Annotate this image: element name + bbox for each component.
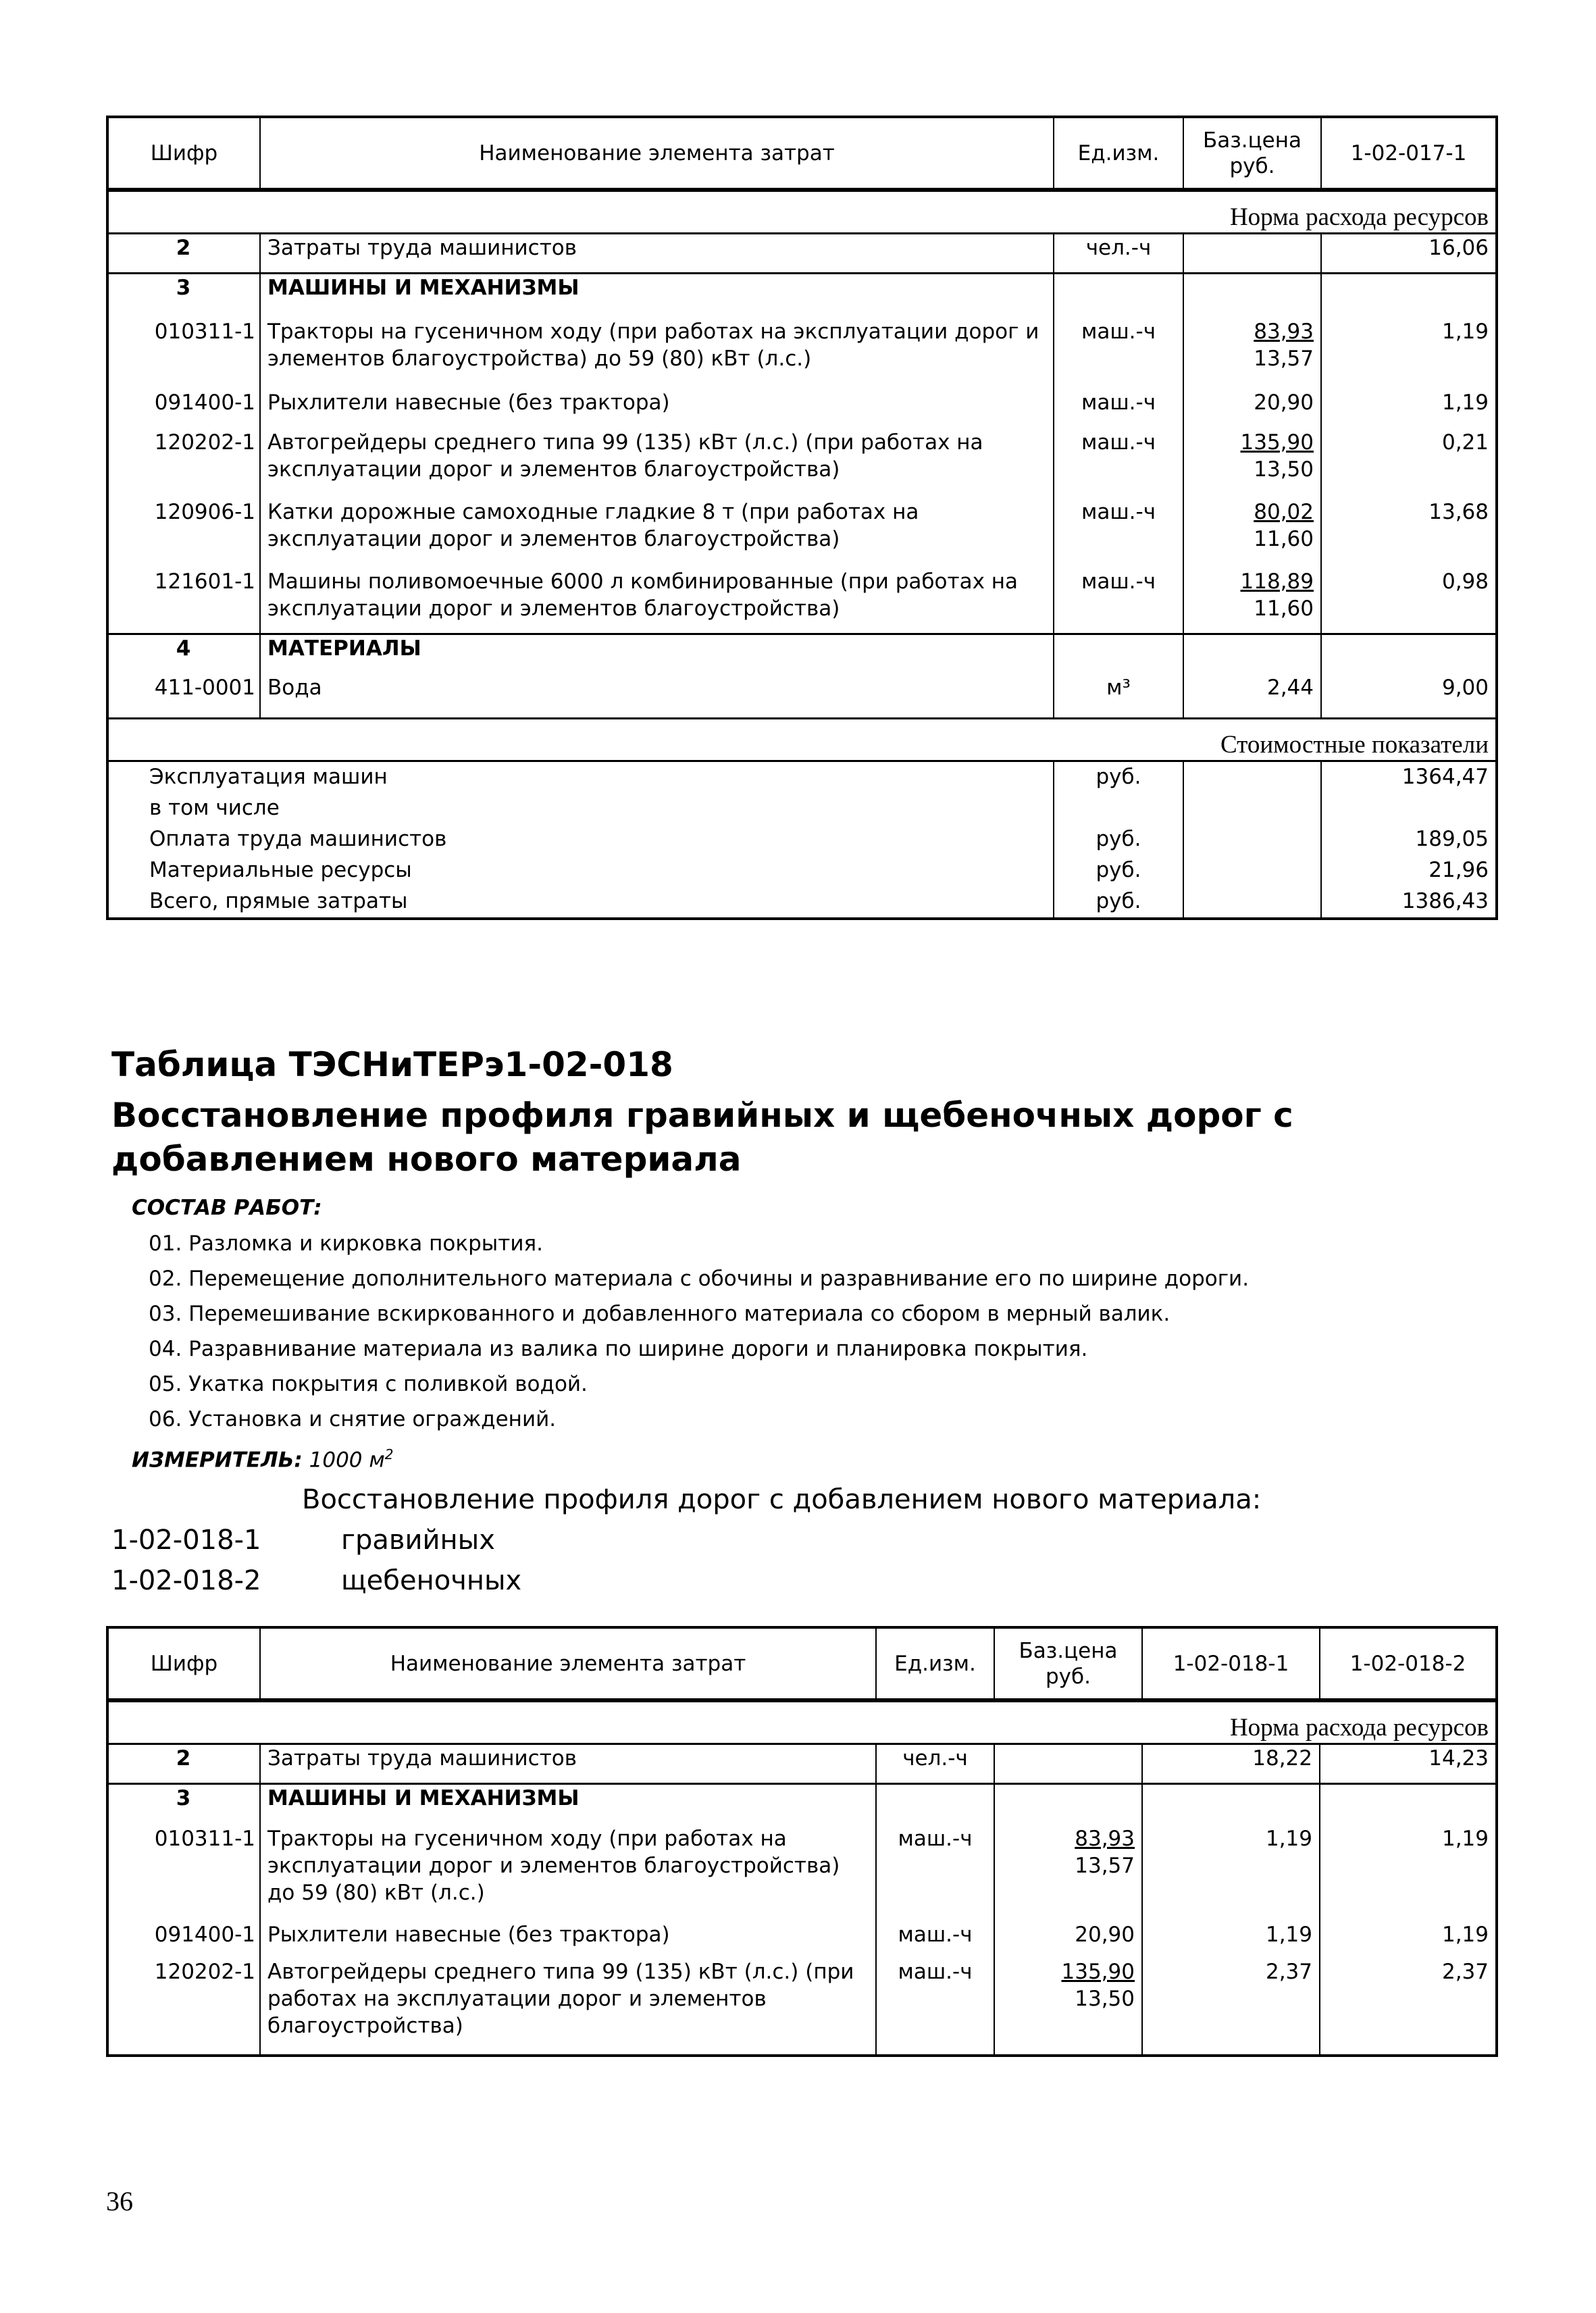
row-unit (1054, 274, 1183, 318)
table-row (107, 429, 1497, 499)
table-row (107, 1921, 1497, 1958)
cost-row-empty (1183, 886, 1321, 919)
row-price (1183, 499, 1321, 568)
row-name: Автогрейдеры среднего типа 99 (135) кВт (л.с.) (при работах на эксплуатации дорог и элементов благоустройства) (260, 429, 1054, 499)
header-norm-column: 1-02-017-1 (1321, 117, 1497, 190)
cost-row-value: 1364,47 (1401, 765, 1489, 789)
meter-label: ИЗМЕРИТЕЛЬ: (132, 1448, 303, 1473)
row-price (1183, 429, 1321, 499)
cost-row (107, 793, 1497, 824)
row-unit: маш.-ч (876, 1921, 994, 1958)
row-norm-value: 16,06 (1321, 234, 1497, 274)
table-row (107, 318, 1497, 389)
work-item: 03. Перемешивание вскиркованного и добавленного материала со сбором в мерный валик. (149, 1302, 1170, 1326)
cost-row-empty (1183, 824, 1321, 855)
price-labor-part: 11,60 (1254, 526, 1314, 551)
section-title-line-1: Восстановление профиля гравийных и щебеночных дорог с (111, 1096, 1293, 1135)
row-code: 3 (107, 1784, 260, 1825)
row-unit: маш.-ч (1054, 318, 1183, 389)
row-code: 120202-1 (107, 429, 260, 499)
price-value: 83,93 (1075, 1826, 1135, 1851)
row-price (1183, 568, 1321, 634)
row-unit: маш.-ч (1054, 429, 1183, 499)
row-code: 010311-1 (107, 318, 260, 389)
cost-row-empty (1183, 761, 1321, 794)
row-name: МАТЕРИАЛЫ (260, 634, 1054, 674)
cost-row-label: Всего, прямые затраты (149, 889, 408, 913)
norm-label: Норма расхода ресурсов (107, 190, 1497, 234)
row-code: 2 (107, 1744, 260, 1784)
resource-table-1-02-018 (106, 1626, 1498, 2057)
row-norm-value: 1,19 (1142, 1825, 1320, 1921)
cost-row-unit: руб. (1054, 855, 1183, 886)
row-price (994, 1825, 1142, 1921)
price-value: 135,90 (1061, 1959, 1135, 1984)
row-price (994, 1744, 1142, 1784)
section-row (107, 634, 1497, 674)
cost-row (107, 886, 1497, 919)
row-name: МАШИНЫ И МЕХАНИЗМЫ (260, 1784, 876, 1825)
work-item: 06. Установка и снятие ограждений. (149, 1407, 557, 1431)
cost-row-unit: руб. (1054, 824, 1183, 855)
cost-row-value: 189,05 (1415, 827, 1489, 851)
row-code: 120202-1 (107, 1958, 260, 2056)
row-norm-value (1321, 634, 1497, 674)
row-price (994, 1958, 1142, 2056)
row-price (1183, 318, 1321, 389)
row-unit (876, 1784, 994, 1825)
row-name: Тракторы на гусеничном ходу (при работах на эксплуатации дорог и элементов благоустройства) до 59 (80) кВт (л.с.) (260, 1825, 876, 1921)
table-row (107, 1958, 1497, 2056)
meter-line (132, 1437, 394, 1477)
work-item: 05. Укатка покрытия с поливкой водой. (149, 1372, 588, 1396)
variants-subtitle: Восстановление профиля дорог с добавлением нового материала: (302, 1484, 1262, 1515)
cost-row-unit (1054, 793, 1183, 824)
cost-row-unit: руб. (1054, 886, 1183, 919)
variant-2-name: щебеночных (341, 1565, 522, 1596)
header-code: Шифр (107, 117, 260, 190)
row-unit: чел.-ч (1054, 234, 1183, 274)
price-labor-part: 13,50 (1075, 1986, 1135, 2011)
norm-label: Норма расхода ресурсов (107, 1700, 1497, 1744)
row-unit: маш.-ч (876, 1958, 994, 2056)
header-row (107, 1627, 1497, 1700)
cost-row-empty (1183, 793, 1321, 824)
row-price (1183, 234, 1321, 274)
row-norm-value: 1,19 (1320, 1921, 1497, 1958)
cost-label: Стоимостные показатели (107, 719, 1497, 761)
header-price: Баз.цена руб. (994, 1627, 1142, 1700)
price-value: 135,90 (1240, 430, 1314, 455)
section-row (107, 1784, 1497, 1825)
row-norm-value: 0,98 (1321, 568, 1497, 634)
cost-row-label: в том числе (149, 796, 280, 820)
works-list (149, 1226, 1249, 1437)
header-unit: Ед.изм. (1054, 117, 1183, 190)
table-row (107, 499, 1497, 568)
norm-row (107, 190, 1497, 234)
norm-row (107, 1700, 1497, 1744)
header-unit: Ед.изм. (876, 1627, 994, 1700)
price-value: 20,90 (1254, 390, 1314, 415)
cost-row-value (1321, 793, 1497, 824)
row-name: Рыхлители навесные (без трактора) (260, 389, 1054, 429)
row-unit: маш.-ч (876, 1825, 994, 1921)
header-row (107, 117, 1497, 190)
row-code: 4 (107, 634, 260, 674)
cost-row (107, 761, 1497, 794)
header-norm-column: 1-02-018-2 (1320, 1627, 1497, 1700)
cost-row (107, 855, 1497, 886)
row-norm-value: 14,23 (1320, 1744, 1497, 1784)
price-value: 83,93 (1254, 319, 1314, 344)
header-code: Шифр (107, 1627, 260, 1700)
row-price (994, 1784, 1142, 1825)
row-code: 3 (107, 274, 260, 318)
header-name: Наименование элемента затрат (260, 117, 1054, 190)
table-title: Таблица ТЭСНиТЕРэ1-02-018 (111, 1045, 673, 1084)
header-name: Наименование элемента затрат (260, 1627, 876, 1700)
row-norm-value: 1,19 (1320, 1825, 1497, 1921)
row-unit: маш.-ч (1054, 389, 1183, 429)
row-name: Вода (260, 674, 1054, 719)
table-row (107, 234, 1497, 274)
row-norm-value (1142, 1784, 1320, 1825)
table-row (107, 389, 1497, 429)
price-value: 20,90 (1075, 1922, 1135, 1947)
table-row (107, 1744, 1497, 1784)
table-row (107, 674, 1497, 719)
row-name: Катки дорожные самоходные гладкие 8 т (при работах на эксплуатации дорог и элементов благоустройства) (260, 499, 1054, 568)
price-labor-part: 13,57 (1075, 1853, 1135, 1878)
header-price: Баз.цена руб. (1183, 117, 1321, 190)
row-unit: маш.-ч (1054, 568, 1183, 634)
row-unit (1054, 634, 1183, 674)
page-number: 36 (106, 2186, 133, 2216)
work-item: 02. Перемещение дополнительного материала с обочины и разравнивание его по ширине дороги. (149, 1267, 1250, 1291)
resource-table-1-02-017 (106, 116, 1498, 920)
row-code: 120906-1 (107, 499, 260, 568)
row-unit: маш.-ч (1054, 499, 1183, 568)
price-value: 80,02 (1254, 499, 1314, 524)
meter-sup: 2 (384, 1446, 394, 1463)
work-item: 04. Разравнивание материала из валика по ширине дороги и планировка покрытия. (149, 1337, 1088, 1361)
cost-row-empty (1183, 855, 1321, 886)
price-value: 118,89 (1240, 569, 1314, 594)
row-unit: м³ (1054, 674, 1183, 719)
row-unit: чел.-ч (876, 1744, 994, 1784)
row-price (1183, 389, 1321, 429)
table-row (107, 568, 1497, 634)
section-title-line-2: добавлением нового материала (111, 1140, 742, 1179)
row-norm-value: 18,22 (1142, 1744, 1320, 1784)
row-name: МАШИНЫ И МЕХАНИЗМЫ (260, 274, 1054, 318)
row-code: 2 (107, 234, 260, 274)
row-price (1183, 274, 1321, 318)
price-labor-part: 13,50 (1254, 457, 1314, 482)
work-item: 01. Разломка и кирковка покрытия. (149, 1231, 543, 1256)
meter-value: 1000 м (309, 1448, 385, 1473)
header-norm-column: 1-02-018-1 (1142, 1627, 1320, 1700)
row-norm-value (1321, 274, 1497, 318)
cost-label-row (107, 719, 1497, 761)
table-row (107, 1825, 1497, 1921)
row-name: Тракторы на гусеничном ходу (при работах на эксплуатации дорог и элементов благоустройства) до 59 (80) кВт (л.с.) (260, 318, 1054, 389)
cost-row-unit: руб. (1054, 761, 1183, 794)
price-labor-part: 11,60 (1254, 596, 1314, 621)
variant-1-code: 1-02-018-1 (111, 1525, 261, 1556)
row-norm-value: 0,21 (1321, 429, 1497, 499)
row-norm-value: 1,19 (1142, 1921, 1320, 1958)
row-code: 411-0001 (107, 674, 260, 719)
row-norm-value: 2,37 (1320, 1958, 1497, 2056)
cost-row-label: Оплата труда машинистов (149, 827, 447, 851)
row-name: Машины поливомоечные 6000 л комбинированные (при работах на эксплуатации дорог и элементов благоустройства) (260, 568, 1054, 634)
row-name: Затраты труда машинистов (260, 234, 1054, 274)
section-row (107, 274, 1497, 318)
row-norm-value: 1,19 (1321, 389, 1497, 429)
cost-row-label: Эксплуатация машин (149, 765, 388, 789)
row-norm-value (1320, 1784, 1497, 1825)
price-value: 2,44 (1266, 675, 1314, 700)
price-labor-part: 13,57 (1254, 346, 1314, 371)
row-code: 121601-1 (107, 568, 260, 634)
row-price (1183, 674, 1321, 719)
row-norm-value: 13,68 (1321, 499, 1497, 568)
variant-1-name: гравийных (341, 1525, 495, 1556)
row-price (994, 1921, 1142, 1958)
row-norm-value: 9,00 (1321, 674, 1497, 719)
row-code: 010311-1 (107, 1825, 260, 1921)
row-name: Автогрейдеры среднего типа 99 (135) кВт (л.с.) (при работах на эксплуатации дорог и элементов благоустройства) (260, 1958, 876, 2056)
cost-row-value: 21,96 (1428, 858, 1489, 882)
row-norm-value: 1,19 (1321, 318, 1497, 389)
row-name: Затраты труда машинистов (260, 1744, 876, 1784)
cost-row (107, 824, 1497, 855)
cost-row-label: Материальные ресурсы (149, 858, 412, 882)
row-code: 091400-1 (107, 389, 260, 429)
cost-row-value: 1386,43 (1401, 889, 1489, 913)
row-name: Рыхлители навесные (без трактора) (260, 1921, 876, 1958)
row-code: 091400-1 (107, 1921, 260, 1958)
variant-2-code: 1-02-018-2 (111, 1565, 261, 1596)
works-label: СОСТАВ РАБОТ: (132, 1196, 322, 1220)
row-price (1183, 634, 1321, 674)
row-norm-value: 2,37 (1142, 1958, 1320, 2056)
